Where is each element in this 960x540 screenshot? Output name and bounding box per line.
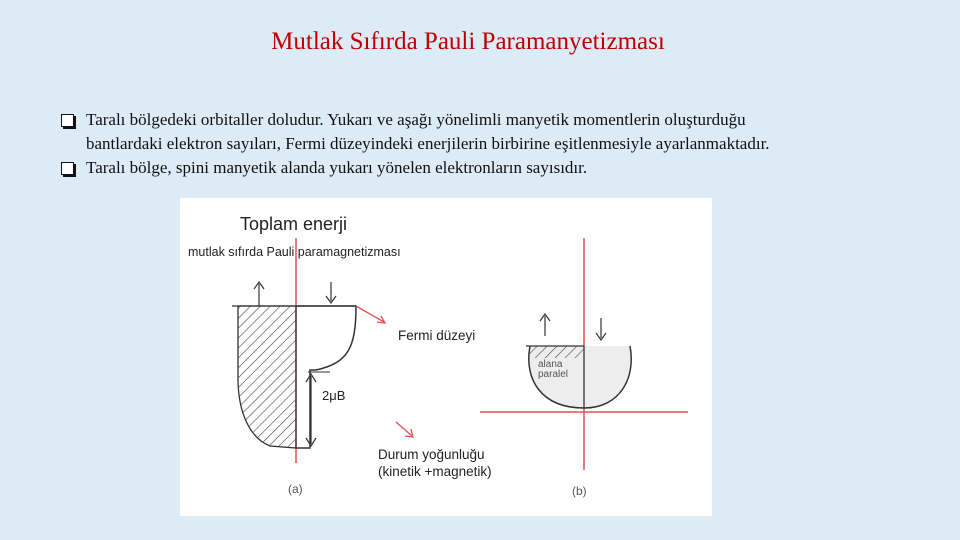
panel-a-diagram [232, 238, 413, 463]
bullet-text-line: Taralı bölgedeki orbitaller doludur. Yukarı ve aşağı yönelimli manyetik momentlerin oluşturduğu [86, 110, 746, 129]
fermi-level-label: Fermi düzeyi [398, 328, 476, 343]
bullet-text-line: bantlardaki elektron sayıları, Fermi düzeyindeki enerjilerin birbirine eşitlenmesiyle ayarlanmaktadır. [86, 134, 770, 153]
slide-title: Mutlak Sıfırda Pauli Paramanyetizması [271, 28, 665, 55]
total-energy-label: Toplam enerji [240, 214, 348, 234]
band-down-curve [296, 306, 356, 448]
dos-pointer-arrow [396, 422, 412, 436]
fermi-pointer-arrow [356, 306, 384, 322]
checkbox-bullet-icon [61, 114, 74, 127]
panel-b-label: (b) [572, 484, 587, 498]
density-of-states-label: Durum yoğunluğu (kinetik +magnetik) [378, 447, 492, 479]
bullet-text-line: Taralı bölge, spini manyetik alanda yukarı yönelen elektronların sayısıdır. [86, 158, 588, 177]
figure-subtitle: mutlak sıfırda Pauli paramagnetizması [188, 245, 401, 259]
panel-b-diagram [480, 238, 688, 470]
hatched-band-up [238, 306, 296, 448]
checkbox-bullet-icon [61, 162, 74, 175]
panel-a-label: (a) [288, 482, 303, 496]
bullet-list [60, 108, 920, 180]
bullet-item [60, 108, 920, 156]
bullet-item [60, 156, 920, 180]
field-parallel-label: alana paralel [538, 359, 569, 380]
pauli-figure [180, 198, 712, 516]
splitting-label: 2μB [322, 388, 346, 403]
